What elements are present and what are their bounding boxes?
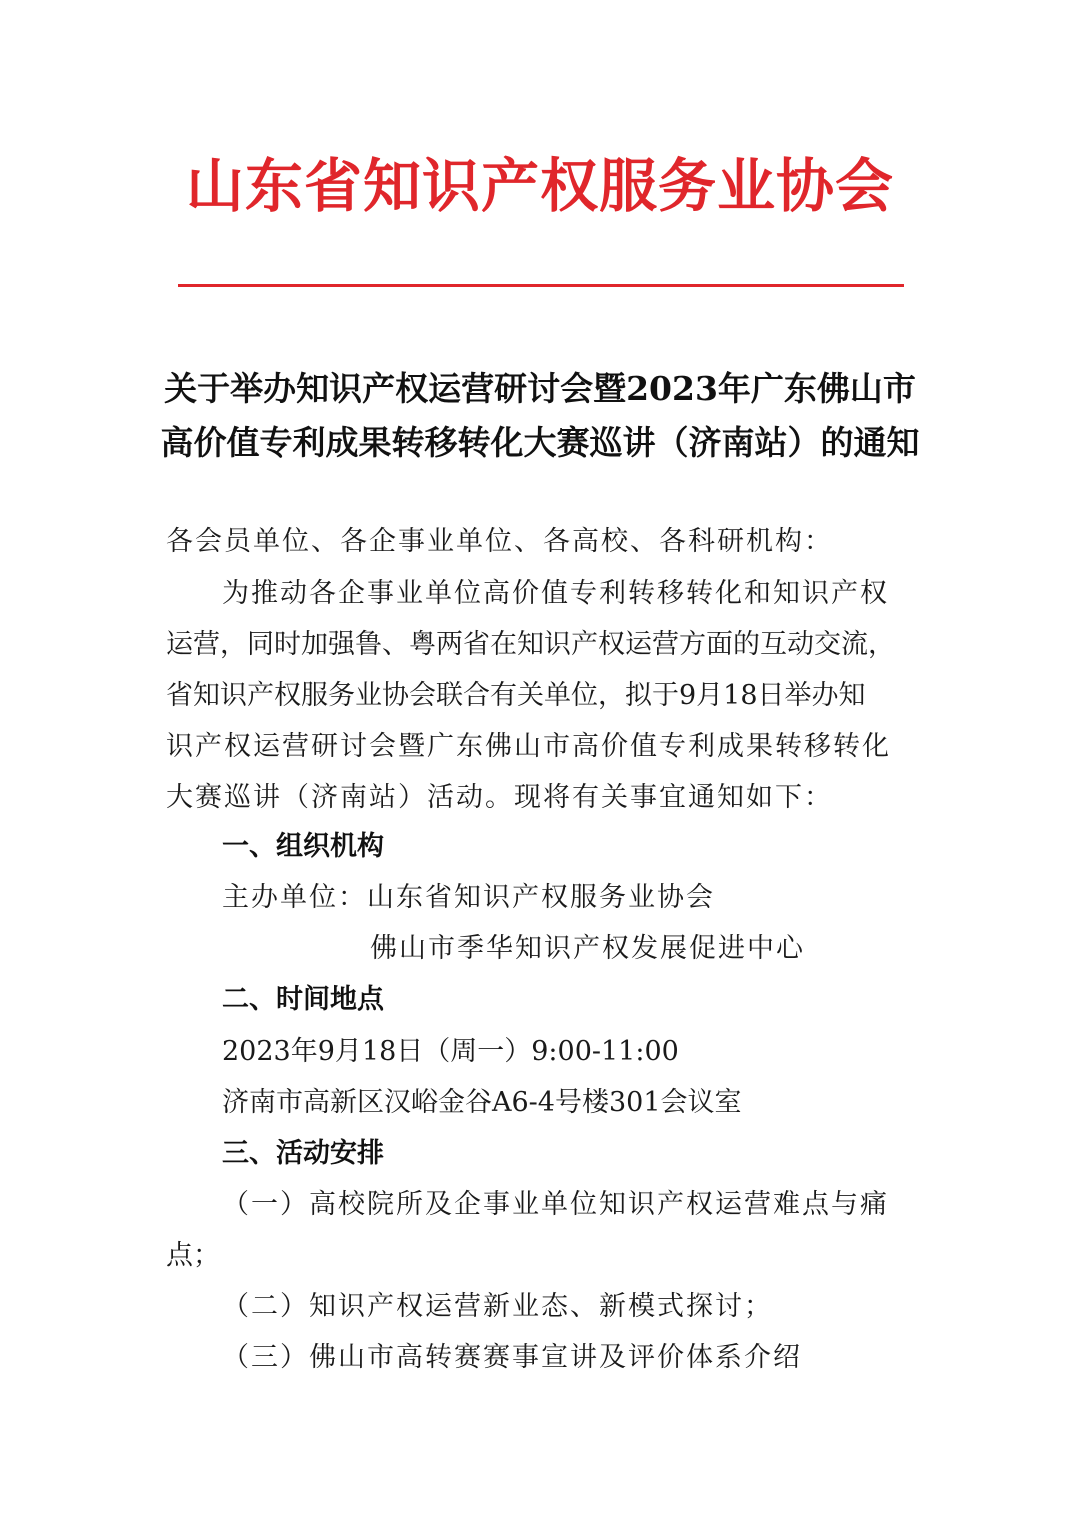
section-2-heading: 二、时间地点: [222, 984, 384, 1015]
letterhead-red-rule: [178, 284, 904, 287]
intro-line-5: 大赛巡讲（济南站）活动。现将有关事宜通知如下：: [166, 782, 833, 813]
host-label: 主办单位：: [222, 882, 367, 913]
event-time: 2023年9月18日（周一）9:00-11:00: [222, 1036, 679, 1067]
event-location: 济南市高新区汉峪金谷A6-4号楼301会议室: [222, 1087, 742, 1118]
host-org-1: 山东省知识产权服务业协会: [367, 882, 715, 913]
letterhead-org-name: 山东省知识产权服务业协会: [185, 152, 894, 220]
agenda-item-1-line-2: 点；: [166, 1240, 220, 1271]
intro-line-2: 运营，同时加强鲁、粤两省在知识产权运营方面的互动交流，: [166, 629, 895, 660]
agenda-item-1-line-1: （一）高校院所及企事业单位知识产权运营难点与痛: [222, 1189, 889, 1220]
salutation: 各会员单位、各企事业单位、各高校、各科研机构：: [166, 526, 833, 557]
agenda-item-2: （二）知识产权运营新业态、新模式探讨；: [222, 1291, 773, 1322]
intro-line-3: 省知识产权服务业协会联合有关单位，拟于9月18日举办知: [166, 680, 866, 711]
intro-line-4: 识产权运营研讨会暨广东佛山市高价值专利成果转移转化: [166, 731, 891, 762]
intro-line-1: 为推动各企事业单位高价值专利转移转化和知识产权: [222, 578, 889, 609]
section-3-heading: 三、活动安排: [222, 1138, 384, 1169]
section-1-heading: 一、组织机构: [222, 831, 384, 862]
title-line-2: 高价值专利成果转移转化大赛巡讲（济南站）的通知: [160, 423, 920, 462]
agenda-item-3: （三）佛山市高转赛赛事宣讲及评价体系介绍: [222, 1342, 802, 1373]
title-line-1: 关于举办知识产权运营研讨会暨2023年广东佛山市: [164, 369, 916, 408]
host-row-1: [222, 880, 972, 916]
host-org-2: 佛山市季华知识产权发展促进中心: [370, 933, 805, 964]
document-title: [0, 362, 1080, 470]
